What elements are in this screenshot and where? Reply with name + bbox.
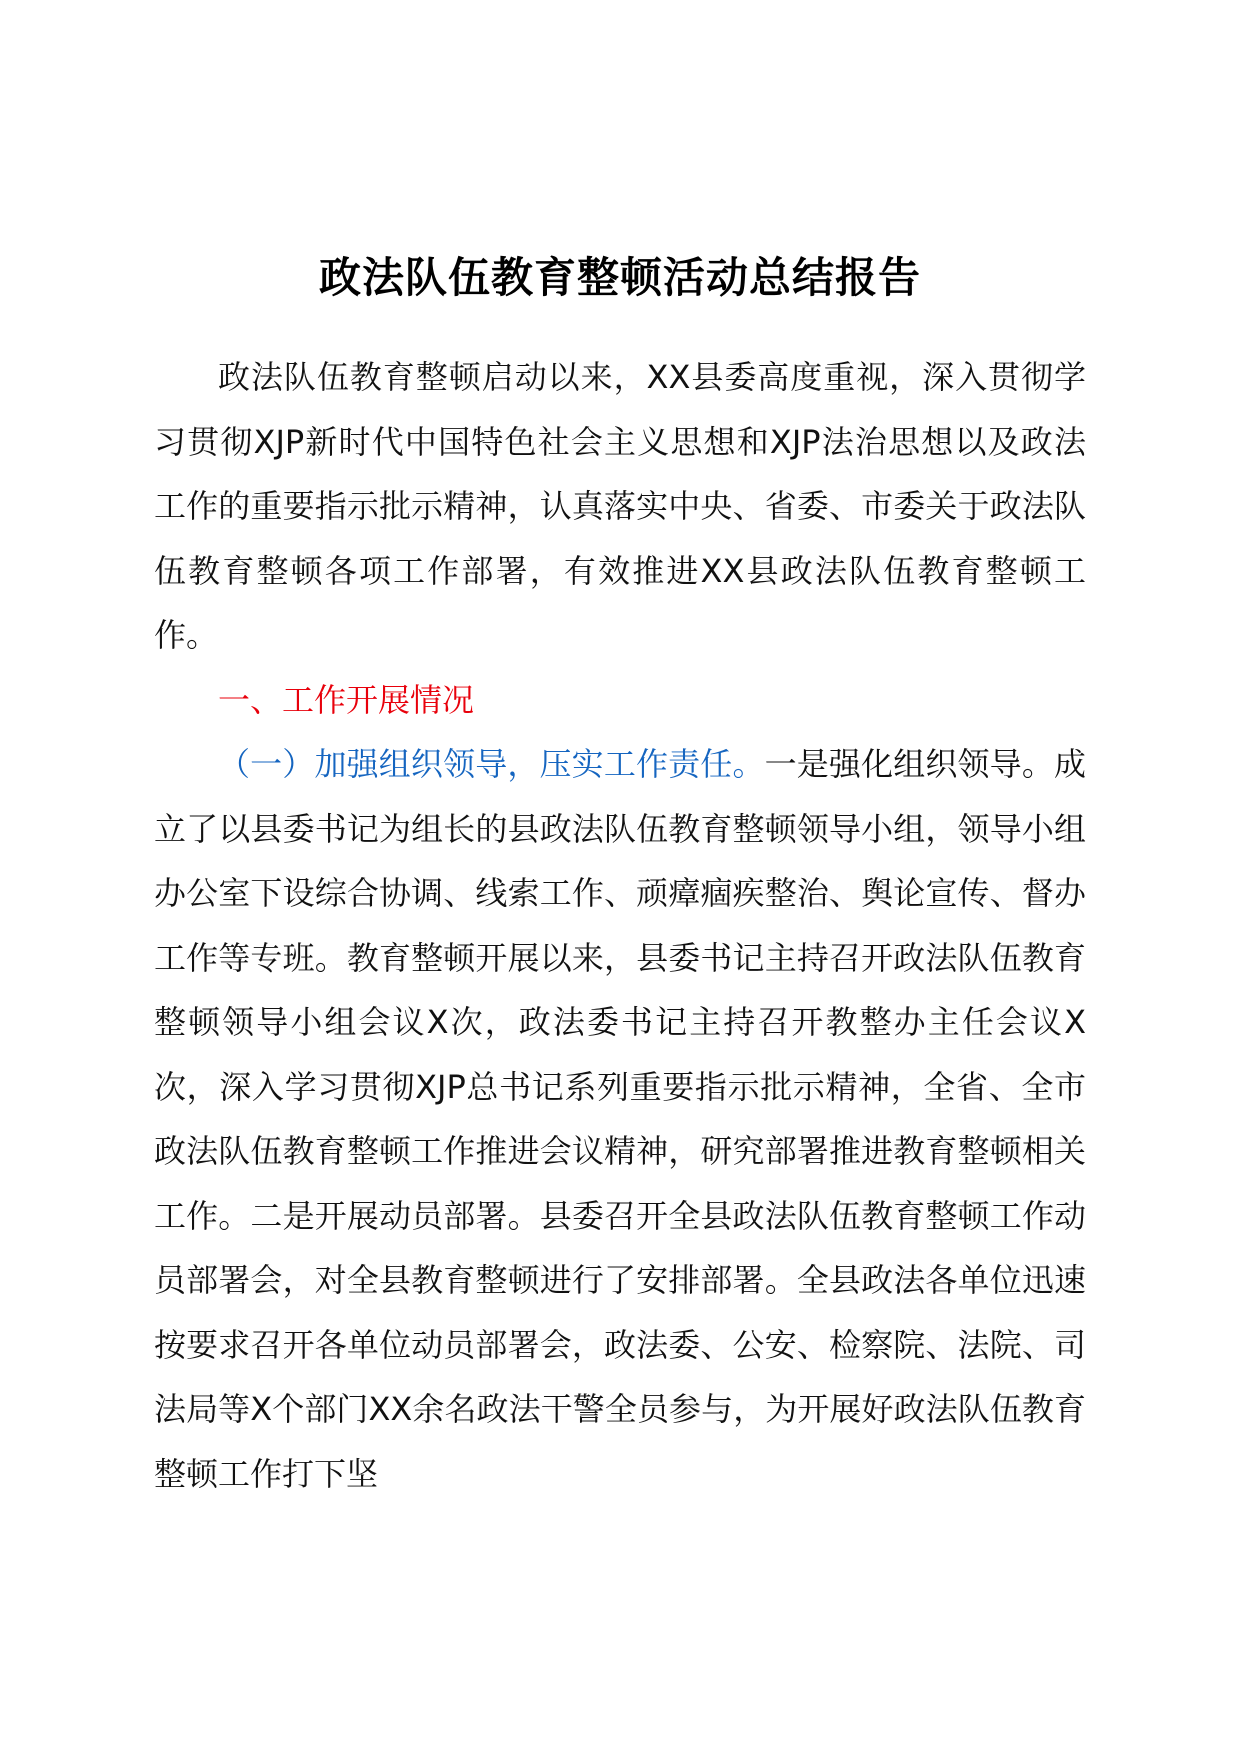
subsection-text: 一是强化组织领导。成立了以县委书记为组长的县政法队伍教育整顿领导小组，领导小组办公室下设综合协调、线索工作、顽瘴痼疾整治、舆论宣传、督办工作等专班。教育整顿开展以来，县委书记主持召开政法队伍教育整顿领导小组会议X次，政法委书记主持召开教整办主任会议X次，深入学习贯彻XJP总书记系列重要指示批示精神，全省、全市政法队伍教育整顿工作推进会议精神，研究部署推进教育整顿相关工作。二是开展动员部署。县委召开全县政法队伍教育整顿工作动员部署会，对全县教育整顿进行了安排部署。全县政法各单位迅速按要求召开各单位动员部署会，政法委、公安、检察院、法院、司法局等X个部门XX余名政法干警全员参与，为开展好政法队伍教育整顿工作打下坚 <box>154 745 1086 1493</box>
subsection-paragraph <box>154 732 1086 1506</box>
document-title: 政法队伍教育整顿活动总结报告 <box>318 253 921 302</box>
subsection-heading: （一）加强组织领导，压实工作责任。 <box>218 745 765 783</box>
section-heading: 一、工作开展情况 <box>218 680 475 719</box>
intro-paragraph: 政法队伍教育整顿启动以来，XX县委高度重视，深入贯彻学习贯彻XJP新时代中国特色社会主义思想和XJP法治思想以及政法工作的重要指示批示精神，认真落实中央、省委、市委关于政法队伍教育整顿各项工作部署，有效推进XX县政法队伍教育整顿工作。 <box>154 358 1086 654</box>
document-body <box>154 345 1086 1506</box>
